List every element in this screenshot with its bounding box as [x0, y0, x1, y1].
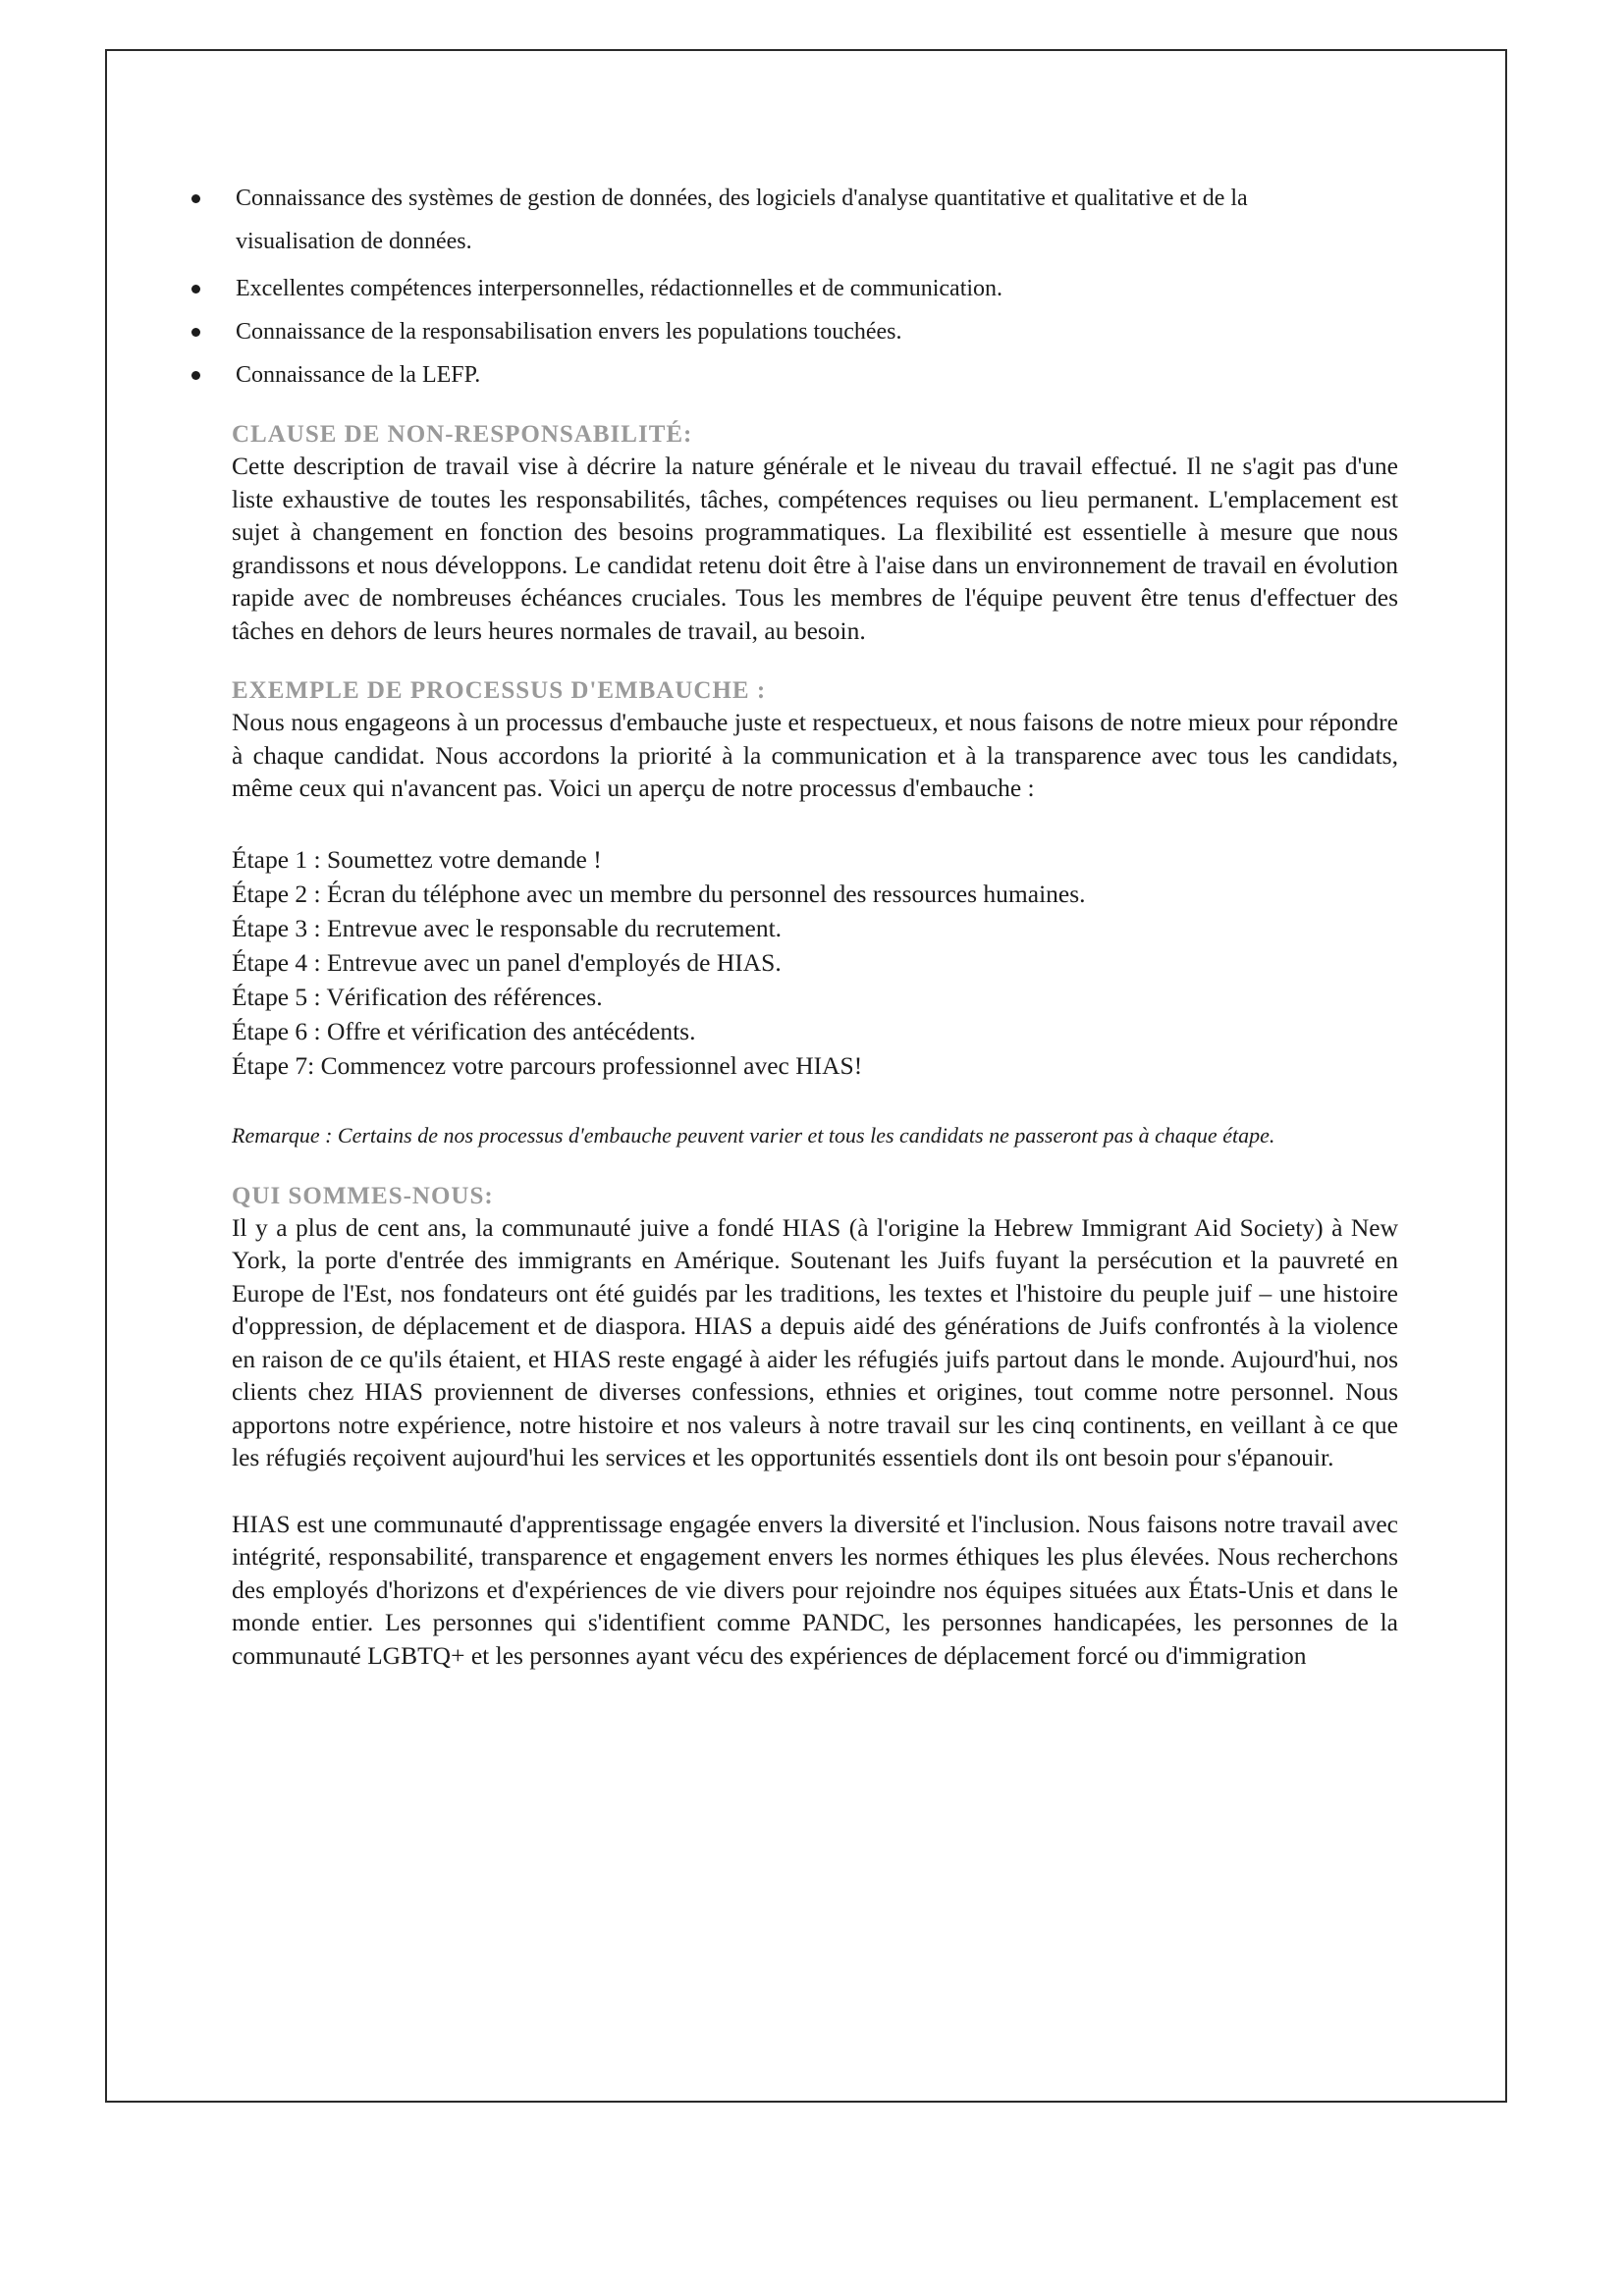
list-item: Étape 6 : Offre et vérification des antécédents.: [232, 1016, 696, 1045]
document-body: [232, 177, 1398, 1672]
list-item: Étape 5 : Vérification des références.: [232, 982, 603, 1011]
hiring-intro: Nous nous engageons à un processus d'embauche juste et respectueux, et nous faisons de notre mieux pour répondre à chaque candidat. Nous accordons la priorité à la communication et à la transparence avec tous les candidats, même ceux qui n'avancent pas. Voici un aperçu de notre processus d'embauche :: [232, 708, 1398, 802]
disclaimer-heading: CLAUSE DE NON-RESPONSABILITÉ:: [232, 421, 693, 448]
list-item: Étape 7: Commencez votre parcours professionnel avec HIAS!: [232, 1050, 863, 1080]
hiring-note: Remarque : Certains de nos processus d'embauche peuvent varier et tous les candidats ne passeront pas à chaque étape.: [232, 1122, 1275, 1148]
list-item: Étape 3 : Entrevue avec le responsable du recrutement.: [232, 913, 783, 942]
bullet-icon: [191, 328, 200, 337]
hiring-process-section: [232, 676, 1398, 1150]
about-paragraph-1: Il y a plus de cent ans, la communauté juive a fondé HIAS (à l'origine la Hebrew Immigrant Aid Society) à New York, la porte d'entrée des immigrants en Amérique. Soutenant les Juifs fuyant la persécution et la pauvreté en Europe de l'Est, nos fondateurs ont été guidés par les traditions, les textes et l'histoire du peuple juif – une histoire d'oppression, de déplacement et de diaspora. HIAS a depuis aidé des générations de Juifs confrontés à la violence en raison de ce qu'ils étaient, et HIAS reste engagé à aider les réfugiés juifs partout dans le monde. Aujourd'hui, nos clients chez HIAS proviennent de diverses confessions, ethnies et origines, tout comme notre personnel. Nous apportons notre expérience, notre histoire et nos valeurs à notre travail sur les cinq continents, en veillant à ce que les réfugiés reçoivent aujourd'hui les services et les opportunités essentiels dont ils ont besoin pour s'épanouir.: [232, 1212, 1398, 1471]
hiring-steps: [232, 842, 1398, 1083]
bullet-icon: [191, 285, 200, 294]
list-item: Étape 2 : Écran du téléphone avec un membre du personnel des ressources humaines.: [232, 879, 1086, 908]
bullet-icon: [191, 194, 200, 203]
requirement-text: Excellentes compétences interpersonnelles, rédactionnelles et de communication.: [236, 276, 1003, 301]
hiring-heading: EXEMPLE DE PROCESSUS D'EMBAUCHE :: [232, 677, 767, 704]
about-section: [232, 1182, 1398, 1673]
list-item: [127, 353, 1359, 397]
list-item: [127, 177, 1359, 263]
list-item: Étape 4 : Entrevue avec un panel d'employés de HIAS.: [232, 947, 782, 977]
requirement-text: Connaissance de la LEFP.: [236, 362, 481, 388]
disclaimer-text: Cette description de travail vise à décrire la nature générale et le niveau du travail effectué. Il ne s'agit pas d'une liste exhaustive de toutes les responsabilités, tâches, compétences requises ou lieu permanent. L'emplacement est sujet à changement en fonction des besoins programmatiques. La flexibilité est essentielle à mesure que nous grandissons et nous développons. Le candidat retenu doit être à l'aise dans un environnement de travail en évolution rapide avec de nombreuses échéances cruciales. Tous les membres de l'équipe peuvent être tenus d'effectuer des tâches en dehors de leurs heures normales de travail, au besoin.: [232, 452, 1398, 645]
list-item: [127, 267, 1359, 310]
requirement-text: Connaissance des systèmes de gestion de données, des logiciels d'analyse quantitative et qualitative et de la visualisation de données.: [236, 186, 1248, 254]
list-item: Étape 1 : Soumettez votre demande !: [232, 844, 602, 874]
list-item: [127, 310, 1359, 353]
about-paragraph-2: HIAS est une communauté d'apprentissage engagée envers la diversité et l'inclusion. Nous faisons notre travail avec intégrité, responsabilité, transparence et engagement envers les normes éthiques les plus élevées. Nous recherchons des employés d'horizons et d'expériences de vie divers pour rejoindre nos équipes situées aux États-Unis et dans le monde entier. Les personnes qui s'identifient comme PANDC, les personnes handicapées, les personnes de la communauté LGBTQ+ et les personnes ayant vécu des expériences de déplacement forcé ou d'immigration: [232, 1509, 1398, 1670]
requirement-text: Connaissance de la responsabilisation envers les populations touchées.: [236, 319, 902, 345]
requirements-list: [127, 177, 1359, 397]
disclaimer-section: [232, 420, 1398, 647]
bullet-icon: [191, 371, 200, 380]
about-heading: QUI SOMMES-NOUS:: [232, 1182, 494, 1209]
